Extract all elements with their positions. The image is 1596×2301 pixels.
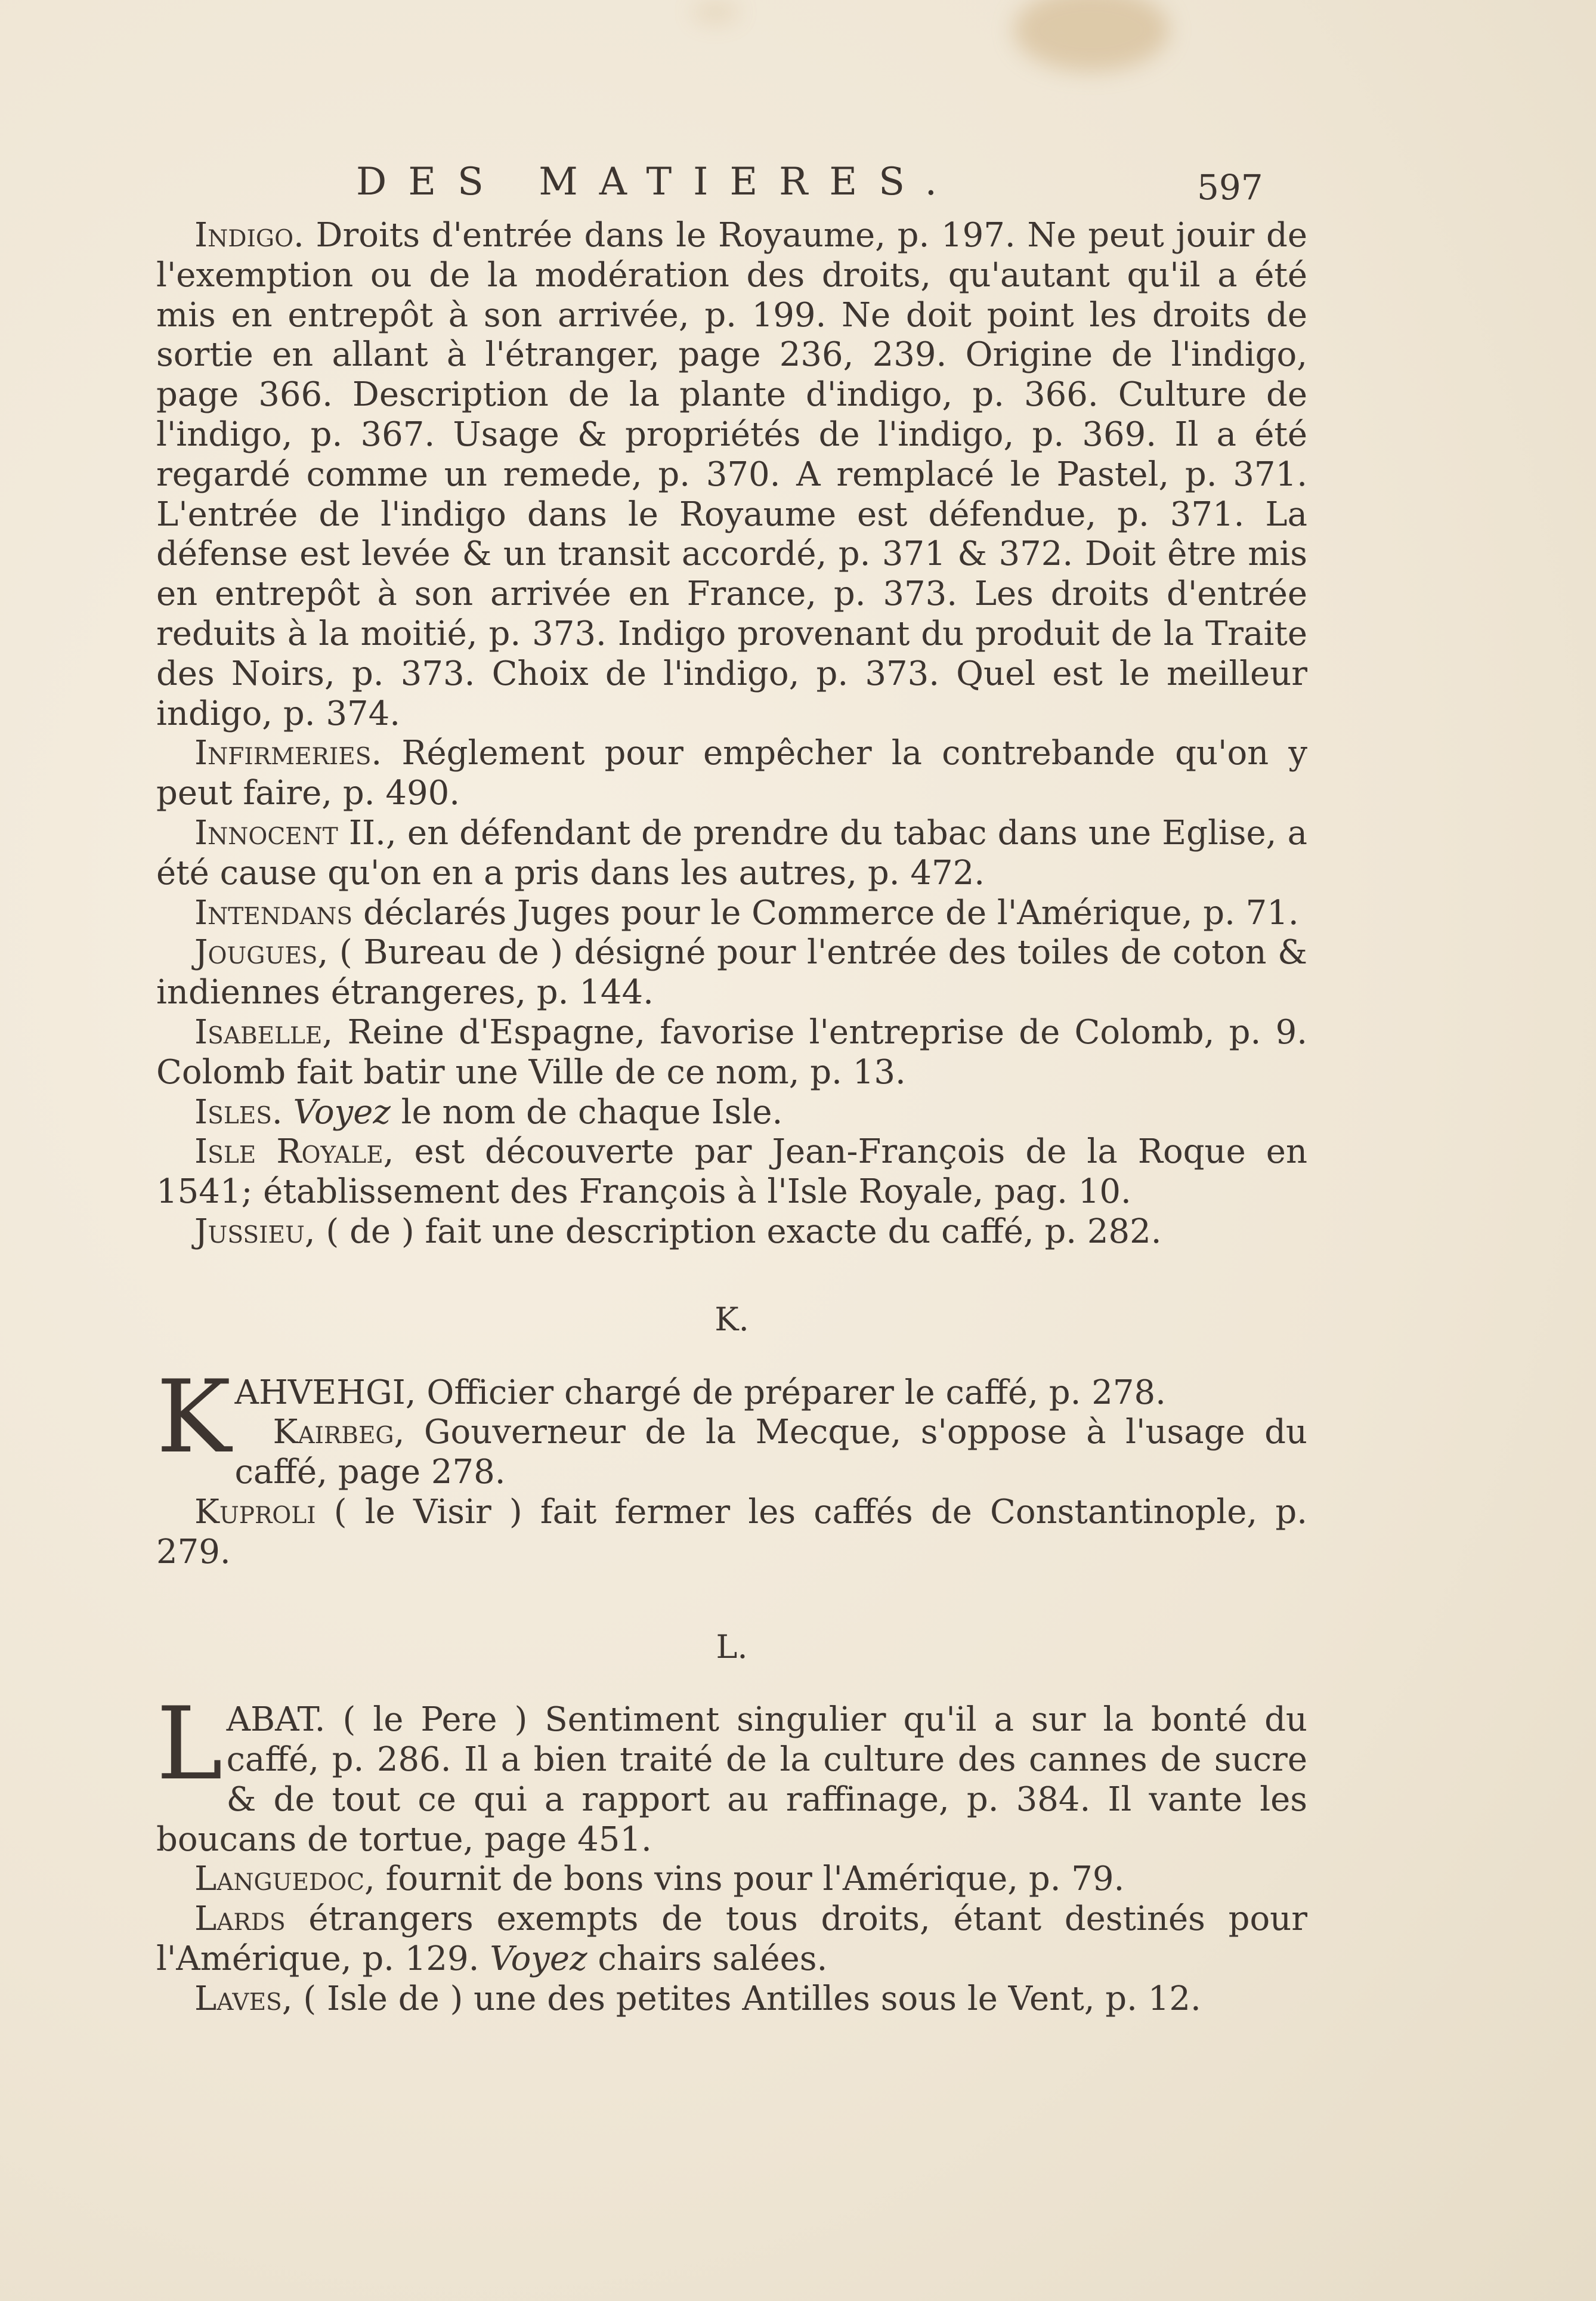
index-text bbox=[156, 216, 1307, 2019]
index-entry-isle-royale bbox=[156, 1132, 1307, 1212]
entry-text: fournit de bons vins pour l'Amérique, p. 79. bbox=[375, 1860, 1125, 1899]
index-entry-jussieu bbox=[156, 1212, 1307, 1252]
entry-text: Droits d'entrée dans le Royaume, p. 197. Ne peut jouir de l'exemption ou de la modération des droits, qu'autant qu'il a été mis en entrepôt à son arrivée, p. 199. Ne doit point les droits de sortie en allant à l'étranger, page 236, 239. Origine de l'indigo, page 366. Description de la plante d'indigo, p. 366. Culture de l'indigo, p. 367. Usage & propriétés de l'indigo, p. 369. Il a été regardé comme un remede, p. 370. A remplacé le Pastel, p. 371. L'entrée de l'indigo dans le Royaume est défendue, p. 371. La défense est levée & un transit accordé, p. 371 & 372. Doit être mis en entrepôt à son arrivée en France, p. 373. Les droits d'entrée reduits à la moitié, p. 373. Indigo provenant du produit de la Traite des Noirs, p. 373. Choix de l'indigo, p. 373. Quel est le meilleur indigo, p. 374. bbox=[156, 216, 1307, 733]
entry-head: ABAT. bbox=[226, 1700, 326, 1740]
entry-text: le nom de chaque Isle. bbox=[390, 1092, 783, 1132]
entry-text: Gouverneur de la Mecque, s'oppose à l'usage du caffé, page 278. bbox=[234, 1413, 1307, 1492]
index-entry-languedoc bbox=[156, 1860, 1307, 1900]
entry-head: Kairbeg, bbox=[273, 1413, 405, 1452]
entry-text: chairs salées. bbox=[587, 1939, 828, 1979]
index-entry-laves bbox=[156, 1979, 1307, 2019]
entry-head: Innocent II. bbox=[194, 813, 386, 853]
entry-text: Reine d'Espagne, favorise l'entreprise de Colomb, p. 9. Colomb fait batir une Ville de ce nom, p. 13. bbox=[156, 1012, 1307, 1092]
entry-text: ( le Pere ) Sentiment singulier qu'il a sur la bonté du caffé, p. 286. Il a bien traité de la culture des cannes de sucre & de tout ce qui a rapport au raffinage, p. 384. Il vante les boucans de tortue, page 451. bbox=[156, 1700, 1307, 1859]
index-entry-kuproli bbox=[156, 1493, 1307, 1573]
entry-text: déclarés Juges pour le Commerce de l'Amérique, p. 71. bbox=[352, 893, 1299, 932]
index-entry-labat bbox=[156, 1685, 1307, 1860]
entry-text: Officier chargé de préparer le caffé, p. 278. bbox=[416, 1373, 1166, 1412]
entry-head: Kuproli bbox=[194, 1492, 316, 1531]
entry-head: Intendans bbox=[194, 893, 353, 932]
entry-text: Réglement pour empêcher la contrebande qu'on y peut faire, p. 490. bbox=[156, 734, 1307, 813]
page-number: 597 bbox=[1197, 167, 1263, 208]
drop-cap: L bbox=[156, 1685, 223, 1803]
entry-head: Laves, bbox=[194, 1979, 293, 2018]
section-letter-k: K. bbox=[715, 1300, 749, 1338]
section-letter-l: L. bbox=[716, 1627, 748, 1666]
entry-head: Indigo. bbox=[194, 216, 304, 255]
entry-head: Jussieu, bbox=[194, 1212, 316, 1251]
index-entry-kairbeg bbox=[156, 1413, 1307, 1493]
drop-cap: K bbox=[156, 1358, 231, 1475]
entry-text: étrangers exempts de tous droits, étant destinés pour l'Amérique, p. 129. bbox=[156, 1900, 1307, 1979]
index-entry-jougues bbox=[156, 933, 1307, 1013]
entry-head: Lards bbox=[194, 1900, 286, 1939]
entry-text: est découverte par Jean-François de la Roque en 1541; établissement des François à l'Isle Royale, pag. 10. bbox=[156, 1132, 1308, 1212]
index-entry-intendans bbox=[156, 894, 1307, 934]
entry-text: ( Bureau de ) désigné pour l'entrée des toiles de coton & indiennes étrangeres, p. 144. bbox=[156, 933, 1307, 1012]
index-entry-innocent bbox=[156, 814, 1307, 894]
entry-head: Languedoc, bbox=[194, 1860, 375, 1899]
entry-head: Isle Royale, bbox=[194, 1132, 394, 1172]
entry-text: ( le Visir ) fait fermer les caffés de Constantinople, p. 279. bbox=[156, 1492, 1307, 1571]
entry-text: , en défendant de prendre du tabac dans une Eglise, a été cause qu'on en a pris dans les autres, p. 472. bbox=[156, 813, 1308, 892]
entry-text: ( Isle de ) une des petites Antilles sous le Vent, p. 12. bbox=[292, 1979, 1201, 2018]
page-header bbox=[356, 149, 1310, 221]
entry-head: Jougues, bbox=[194, 933, 329, 972]
voyez-reference: Voyez bbox=[479, 1939, 587, 1979]
index-entry-lards bbox=[156, 1900, 1307, 1979]
running-title: DES MATIERES. bbox=[356, 160, 958, 204]
index-entry-infirmeries bbox=[156, 734, 1307, 814]
index-entry-isles bbox=[156, 1093, 1307, 1133]
entry-head: Infirmeries. bbox=[194, 734, 382, 773]
entry-head: AHVEHGI, bbox=[234, 1373, 416, 1412]
entry-text: ( de ) fait une description exacte du caffé, p. 282. bbox=[315, 1212, 1162, 1251]
index-entry-isabelle bbox=[156, 1013, 1307, 1093]
paper-stain bbox=[1014, 0, 1169, 72]
paper-stain bbox=[692, 0, 740, 24]
entry-head: Isles. bbox=[194, 1092, 283, 1132]
voyez-reference: Voyez bbox=[282, 1092, 391, 1132]
index-entry-indigo bbox=[156, 216, 1307, 734]
entry-head: Isabelle, bbox=[194, 1012, 333, 1052]
